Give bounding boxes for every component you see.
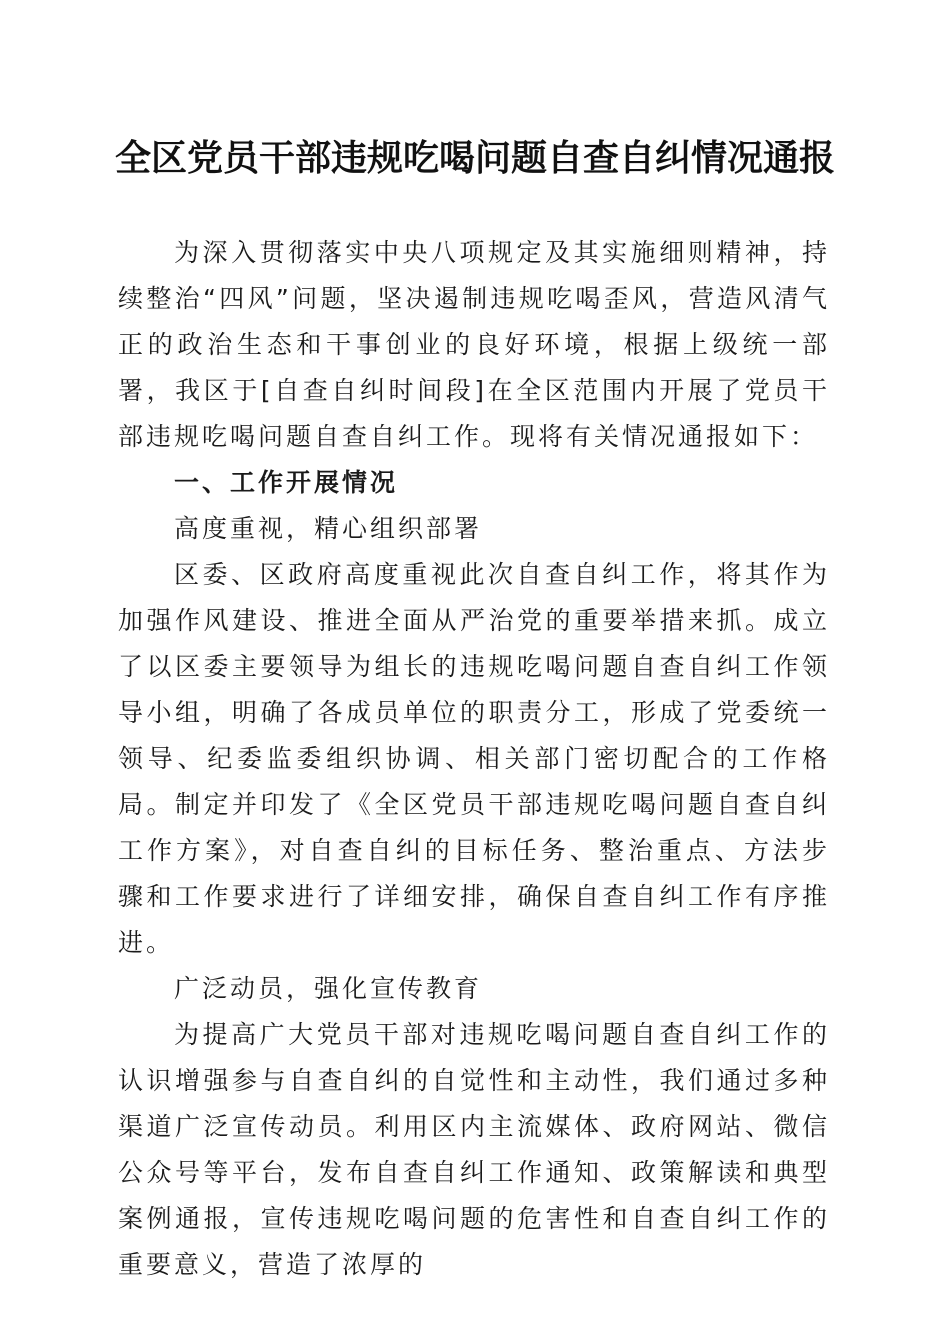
subsection-paragraph-2: 为提高广大党员干部对违规吃喝问题自查自纠工作的认识增强参与自查自纠的自觉性和主动性，我们通过多种渠道广泛宣传动员。利用区内主流媒体、政府网站、微信公众号等平台，发布自查自纠工作通知、政策解读和典型案例通报，宣传违规吃喝问题的危害性和自查自纠工作的重要意义，营造了浓厚的 (118, 1020, 830, 1279)
subsection-title-2: 广泛动员，强化宣传教育 (174, 974, 483, 1003)
subsection-title-1: 高度重视，精心组织部署 (174, 514, 483, 543)
subsection-paragraph-1: 区委、区政府高度重视此次自查自纠工作，将其作为加强作风建设、推进全面从严治党的重要举措来抓。成立了以区委主要领导为组长的违规吃喝问题自查自纠工作领导小组，明确了各成员单位的职责分工，形成了党委统一领导、纪委监委组织协调、相关部门密切配合的工作格局。制定并印发了《全区党员干部违规吃喝问题自查自纠工作方案》，对自查自纠的目标任务、整治重点、方法步骤和工作要求进行了详细安排，确保自查自纠工作有序推进。 (118, 560, 830, 957)
intro-paragraph: 为深入贯彻落实中央八项规定及其实施细则精神，持续整治“四风”问题，坚决遏制违规吃喝歪风，营造风清气正的政治生态和干事创业的良好环境，根据上级统一部署，我区于[自查自纠时间段]在全区范围内开展了党员干部违规吃喝问题自查自纠工作。现将有关情况通报如下： (118, 238, 830, 451)
document-title: 全区党员干部违规吃喝问题自查自纠情况通报 (114, 137, 835, 179)
document-body (118, 230, 830, 1288)
section-heading: 一、工作开展情况 (174, 468, 399, 497)
